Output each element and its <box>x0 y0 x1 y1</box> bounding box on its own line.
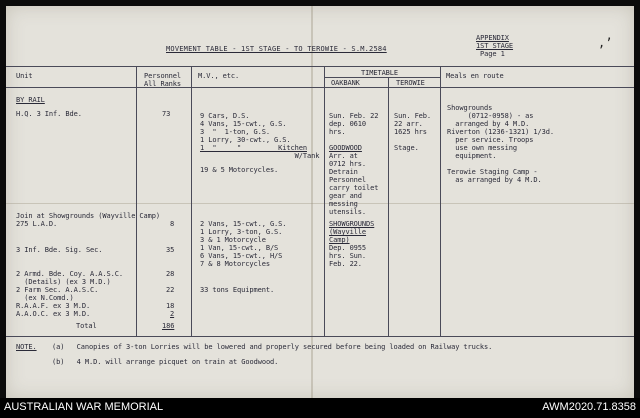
mv-line: 1 " " Kitchen <box>200 144 307 152</box>
meals-line: arranged by 4 M.D. <box>447 120 530 128</box>
total-label: Total <box>76 322 97 330</box>
oakbank-line: utensils. <box>329 208 367 216</box>
unit-name: 2 Armd. Bde. Coy. A.A.S.C. <box>16 270 123 278</box>
showgrounds-line: Camp) <box>329 236 350 244</box>
showgrounds-line: Feb. 22. <box>329 260 362 268</box>
unit-personnel: 35 <box>166 246 175 254</box>
personnel-hq: 73 <box>162 110 171 118</box>
note-b: (b) 4 M.D. will arrange picquet on train at Goodwood. <box>52 358 279 366</box>
unit-mv: 2 Vans, 15-cwt., G.S. <box>200 220 287 228</box>
unit-name: A.A.O.C. ex 3 M.D. <box>16 310 91 318</box>
header-unit: Unit <box>16 72 33 80</box>
unit-name: 2 Farm Sec. A.A.S.C. <box>16 286 99 294</box>
unit-name-detail: (Details) (ex 3 M.D.) <box>16 278 111 286</box>
oakbank-line: dep. 0610 <box>329 120 367 128</box>
unit-hq: H.Q. 3 Inf. Bde. <box>16 110 82 118</box>
fold-crease-vertical <box>311 6 313 398</box>
header-terowie: TEROWIE <box>396 79 425 87</box>
document-paper <box>6 6 634 398</box>
pin-hole-mark: ,’ <box>598 36 613 50</box>
header-timetable: TIMETABLE <box>361 69 399 77</box>
header-all-ranks: All Ranks <box>144 80 182 88</box>
fold-crease-horizontal <box>6 203 634 204</box>
terowie-line: 1625 hrs <box>394 128 427 136</box>
archive-footer <box>0 398 640 418</box>
col-rule-2 <box>191 66 192 336</box>
header-mv: M.V., etc. <box>198 72 240 80</box>
footer-institution: AUSTRALIAN WAR MEMORIAL <box>4 401 164 413</box>
mv-line: 9 Cars, D.S. <box>200 112 250 120</box>
terowie-line: 22 arr. <box>394 120 423 128</box>
col-rule-4 <box>388 77 389 336</box>
meals-line: (0712-0958) - as <box>447 112 534 120</box>
unit-personnel: 22 <box>166 286 175 294</box>
unit-mv: 1 Van, 15-cwt., B/S <box>200 244 279 252</box>
header-oakbank: OAKBANK <box>331 79 360 87</box>
showgrounds-line: Dep. 0955 <box>329 244 367 252</box>
meals-line: Riverton (1236-1321) 1/3d. <box>447 128 554 136</box>
oakbank-line: Personnel <box>329 176 367 184</box>
note-a: (a) Canopies of 3-ton Lorries will be lowered and properly secured before being loaded on Railway trucks. <box>52 343 493 351</box>
oakbank-line: Detrain <box>329 168 358 176</box>
oakbank-line: gear and <box>329 192 362 200</box>
col-rule-1 <box>136 66 137 336</box>
showgrounds-line: (Wayville <box>329 228 367 236</box>
mv-line: 19 & 5 Motorcycles. <box>200 166 279 174</box>
meals-line: Terowie Staging Camp - <box>447 168 538 176</box>
meals-line: per service. Troops <box>447 136 534 144</box>
mv-line: 1 Lorry, 30-cwt., G.S. <box>200 136 291 144</box>
showgrounds-line: hrs. Sun. <box>329 252 367 260</box>
document-title: MOVEMENT TABLE - 1ST STAGE - TO TEROWIE - S.M.2584 <box>166 45 387 53</box>
oakbank-line: carry toilet <box>329 184 379 192</box>
header-meals: Meals en route <box>446 72 504 80</box>
meals-line: use own messing <box>447 144 517 152</box>
meals-line: Showgrounds <box>447 104 493 112</box>
mv-line: 4 Vans, 15-cwt., G.S. <box>200 120 287 128</box>
unit-mv: 3 & 1 Motorcycle <box>200 236 266 244</box>
terowie-line: Sun. Feb. <box>394 112 432 120</box>
unit-name: 275 L.A.D. <box>16 220 58 228</box>
note-label: NOTE. <box>16 343 37 351</box>
meals-line: as arranged by 4 M.D. <box>447 176 542 184</box>
unit-personnel: 28 <box>166 270 175 278</box>
terowie-line: Stage. <box>394 144 419 152</box>
header-bottom-rule <box>6 87 634 88</box>
unit-name-detail: (ex N.Comd.) <box>16 294 74 302</box>
header-personnel: Personnel <box>144 72 182 80</box>
appendix-page: Page 1 <box>480 50 505 58</box>
col-rule-3 <box>324 66 325 336</box>
meals-line: equipment. <box>447 152 497 160</box>
unit-mv: 7 & 8 Motorcycles <box>200 260 270 268</box>
unit-mv: 33 tons Equipment. <box>200 286 275 294</box>
total-value: 186 <box>162 322 175 330</box>
table-bottom-rule <box>6 336 634 337</box>
oakbank-line: Arr. at <box>329 152 358 160</box>
table-top-rule <box>6 66 634 67</box>
unit-name: R.A.A.F. ex 3 M.D. <box>16 302 91 310</box>
mv-line: W/Tank <box>200 152 320 160</box>
timetable-sub-rule <box>324 77 440 78</box>
unit-mv: 6 Vans, 15-cwt., H/S <box>200 252 283 260</box>
unit-personnel: 8 <box>170 220 175 228</box>
mv-line: 3 " 1-ton, G.S. <box>200 128 270 136</box>
oakbank-line: hrs. <box>329 128 346 136</box>
unit-personnel: 2 <box>170 310 175 318</box>
by-rail-heading: BY RAIL <box>16 96 45 104</box>
join-showgrounds-line: Join at Showgrounds (Wayville Camp) <box>16 212 161 220</box>
unit-personnel: 18 <box>166 302 175 310</box>
oakbank-line: Sun. Feb. 22 <box>329 112 379 120</box>
col-rule-5 <box>440 66 441 336</box>
appendix-stage: 1ST STAGE <box>476 42 514 50</box>
unit-mv: 1 Lorry, 3-ton, G.S. <box>200 228 283 236</box>
footer-accession-number: AWM2020.71.8358 <box>542 401 636 413</box>
oakbank-line: 0712 hrs. <box>329 160 367 168</box>
unit-name: 3 Inf. Bde. Sig. Sec. <box>16 246 103 254</box>
oakbank-line: GOODWOOD <box>329 144 362 152</box>
oakbank-line: messing <box>329 200 358 208</box>
appendix-label: APPENDIX <box>476 34 509 42</box>
showgrounds-line: SHOWGROUNDS <box>329 220 375 228</box>
